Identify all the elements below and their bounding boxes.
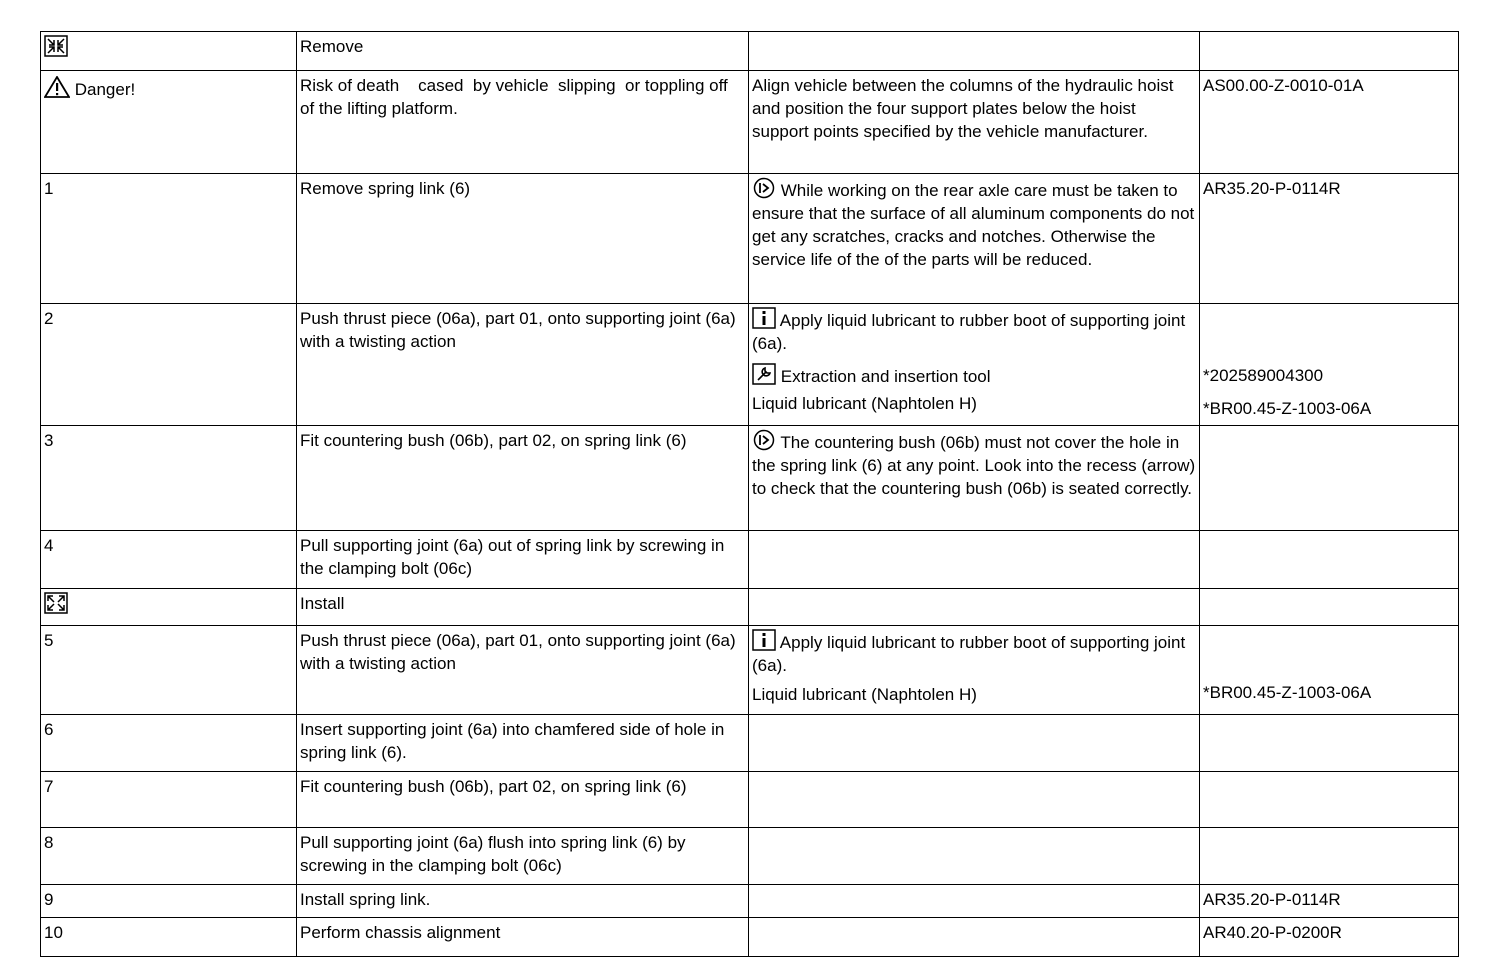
step-row [41, 304, 1459, 426]
step-ref: AR35.20-P-0114R [1200, 885, 1459, 918]
step-note [749, 918, 1200, 957]
step-text: Perform chassis alignment [297, 918, 749, 957]
step-text: Push thrust piece (06a), part 01, onto supporting joint (6a) with a twisting action [297, 626, 749, 715]
section-row-install [41, 589, 1459, 626]
info-note-text: Apply liquid lubricant to rubber boot of supporting joint (6a). [752, 633, 1186, 675]
danger-text: Risk of death cased by vehicle slipping or toppling off of the lifting platform. [297, 71, 749, 174]
step-number: 3 [41, 426, 297, 531]
step-number: 2 [41, 304, 297, 426]
step-number: 6 [41, 715, 297, 772]
step-note-text: While working on the rear axle care must be taken to ensure that the surface of all aluminum components do not get any scratches, cracks and notches. Otherwise the service life of the of the parts will be reduced. [752, 181, 1195, 269]
step-note [749, 828, 1200, 885]
step-text: Fit countering bush (06b), part 02, on spring link (6) [297, 426, 749, 531]
step-number: 5 [41, 626, 297, 715]
section-title-remove: Remove [297, 32, 749, 71]
step-row [41, 715, 1459, 772]
procedure-table [40, 31, 1459, 957]
step-note [749, 715, 1200, 772]
danger-label: Danger! [74, 80, 136, 99]
step-number: 8 [41, 828, 297, 885]
danger-note: Align vehicle between the columns of the hydraulic hoist and position the four support plates below the hoist support points specified by the vehicle manufacturer. [749, 71, 1200, 174]
info-icon [752, 307, 776, 329]
step-row [41, 885, 1459, 918]
step-note [749, 531, 1200, 589]
danger-cell [41, 71, 297, 174]
step-ref [1200, 426, 1459, 531]
step-note-text: The countering bush (06b) must not cover the hole in the spring link (6) at any point. Look into the recess (arrow) to check that the countering bush (06b) is seated correctly. [752, 433, 1196, 498]
step-note [749, 772, 1200, 828]
step-ref: AR35.20-P-0114R [1200, 174, 1459, 304]
section-title-install: Install [297, 589, 749, 626]
step-note [749, 426, 1200, 531]
step-text: Pull supporting joint (6a) out of spring link by screwing in the clamping bolt (06c) [297, 531, 749, 589]
step-row [41, 828, 1459, 885]
step-number: 4 [41, 531, 297, 589]
install-icon-cell [41, 589, 297, 626]
step-number: 10 [41, 918, 297, 957]
remove-icon-cell [41, 32, 297, 71]
step-note [749, 626, 1200, 715]
step-text: Push thrust piece (06a), part 01, onto supporting joint (6a) with a twisting action [297, 304, 749, 426]
warning-icon [44, 76, 70, 98]
step-ref [1200, 828, 1459, 885]
step-ref [1200, 626, 1459, 715]
step-ref [1200, 531, 1459, 589]
step-text: Pull supporting joint (6a) flush into spring link (6) by screwing in the clamping bolt (06c) [297, 828, 749, 885]
step-ref [1200, 304, 1459, 426]
danger-ref: AS00.00-Z-0010-01A [1200, 71, 1459, 174]
step-row [41, 918, 1459, 957]
section-row-remove [41, 32, 1459, 71]
step-ref: AR40.20-P-0200R [1200, 918, 1459, 957]
step-row [41, 626, 1459, 715]
step-number: 7 [41, 772, 297, 828]
step-note [749, 885, 1200, 918]
step-text: Fit countering bush (06b), part 02, on spring link (6) [297, 772, 749, 828]
step-number: 9 [41, 885, 297, 918]
step-ref [1200, 715, 1459, 772]
step-number: 1 [41, 174, 297, 304]
step-row [41, 772, 1459, 828]
step-text: Install spring link. [297, 885, 749, 918]
install-icon [44, 592, 68, 614]
step-note [749, 174, 1200, 304]
info-icon [752, 629, 776, 651]
caution-note-icon [752, 177, 776, 199]
caution-note-icon [752, 429, 776, 451]
lubricant-ref: *BR00.45-Z-1003-06A [1203, 683, 1372, 702]
lubricant-note: Liquid lubricant (Naphtolen H) [752, 394, 977, 413]
tool-note-text: Extraction and insertion tool [780, 367, 991, 386]
step-row [41, 531, 1459, 589]
special-tool-icon [752, 363, 776, 385]
lubricant-ref: *BR00.45-Z-1003-06A [1203, 399, 1372, 418]
remove-icon [44, 35, 68, 57]
step-text: Insert supporting joint (6a) into chamfered side of hole in spring link (6). [297, 715, 749, 772]
step-ref [1200, 772, 1459, 828]
step-text: Remove spring link (6) [297, 174, 749, 304]
step-row [41, 426, 1459, 531]
step-note [749, 304, 1200, 426]
step-row [41, 174, 1459, 304]
info-note-text: Apply liquid lubricant to rubber boot of supporting joint (6a). [752, 311, 1186, 353]
lubricant-note: Liquid lubricant (Naphtolen H) [752, 685, 977, 704]
tool-ref: *202589004300 [1203, 366, 1324, 385]
danger-row [41, 71, 1459, 174]
